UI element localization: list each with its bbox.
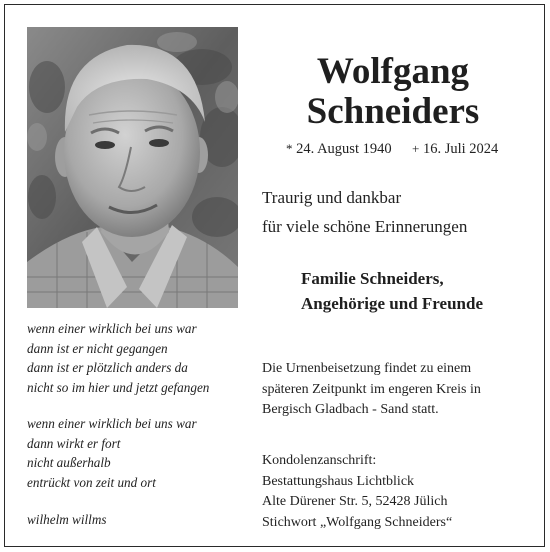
- condolence-line: Kondolenzanschrift:: [262, 453, 377, 468]
- death-symbol: +: [412, 141, 420, 156]
- birth-symbol: *: [286, 141, 293, 156]
- burial-notice-line: Bergisch Gladbach - Sand statt.: [262, 402, 439, 417]
- burial-notice: [262, 359, 481, 421]
- poem-line: nicht außerhalb: [27, 455, 111, 471]
- burial-notice-line: Die Urnenbeisetzung findet zu einem: [262, 361, 472, 376]
- poem-line: nicht so im hier und jetzt gefangen: [27, 380, 210, 396]
- poem-author: wilhelm willms: [27, 512, 107, 527]
- deceased-first-name: Wolfgang: [316, 51, 470, 92]
- family-line-1: Familie Schneiders,: [301, 269, 444, 288]
- poem-line: dann wirkt er fort: [27, 435, 121, 451]
- condolence-line: Stichwort „Wolfgang Schneiders“: [262, 514, 453, 530]
- birth-date: 24. August 1940: [296, 141, 392, 157]
- poem-line: entrückt von zeit und ort: [27, 475, 156, 491]
- birth-date-line: [286, 141, 392, 158]
- poem-stanza-2: [27, 414, 197, 493]
- poem-line: wenn einer wirklich bei uns war: [27, 416, 197, 431]
- poem-line: dann ist er plötzlich anders da: [27, 360, 188, 376]
- death-date-line: [412, 141, 498, 158]
- tagline-line-1: Traurig und dankbar: [262, 188, 402, 207]
- condolence-address: [262, 451, 452, 533]
- poem-stanza-1: [27, 319, 209, 398]
- condolence-line: Alte Dürener Str. 5, 52428 Jülich: [262, 494, 448, 509]
- tagline-line-2: für viele schöne Erinnerungen: [262, 217, 468, 236]
- deceased-last-name: Schneiders: [306, 91, 480, 132]
- portrait-photo: [27, 27, 238, 308]
- poem-line: wenn einer wirklich bei uns war: [27, 321, 197, 336]
- death-date: 16. Juli 2024: [422, 141, 499, 157]
- family-line-2: Angehörige und Freunde: [301, 294, 483, 313]
- poem-line: dann ist er nicht gegangen: [27, 340, 168, 356]
- burial-notice-line: späteren Zeitpunkt im engeren Kreis in: [262, 381, 481, 397]
- condolence-line: Bestattungshaus Lichtblick: [262, 473, 415, 489]
